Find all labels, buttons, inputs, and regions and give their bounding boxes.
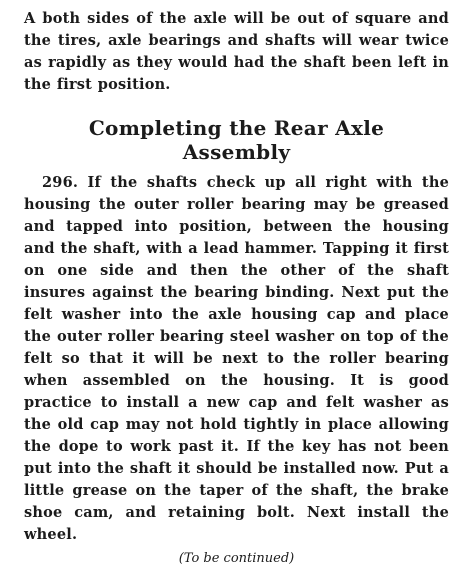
section-heading (24, 116, 449, 164)
intro-paragraph: A both sides of the axle will be out of square and the tires, axle bearings and shafts will wear twice as rapidly as they would had the shaft been left in the first position. (24, 10, 449, 93)
continued-note: (To be continued) (178, 551, 295, 566)
section-heading-line-2: Assembly (182, 140, 291, 164)
section-heading-line-1: Completing the Rear Axle (88, 116, 385, 140)
main-paragraph: 296. If the shafts check up all right with the housing the outer roller bearing may be greased and tapped into position, between the housing and the shaft, with a lead hammer. Tapping it first on one side and then the other of the shaft insures against the bearing binding. Next put the felt washer into the axle housing cap and place the outer roller bearing steel washer on top of the felt so that it will be next to the roller bearing when assembled on the housing. It is good practice to install a new cap and felt washer as the old cap may not hold tightly in place allowing the dope to work past it. If the key has not been put into the shaft it should be installed now. Put a little grease on the taper of the shaft, the brake shoe cam, and retaining bolt. Next install the wheel. (24, 174, 449, 543)
